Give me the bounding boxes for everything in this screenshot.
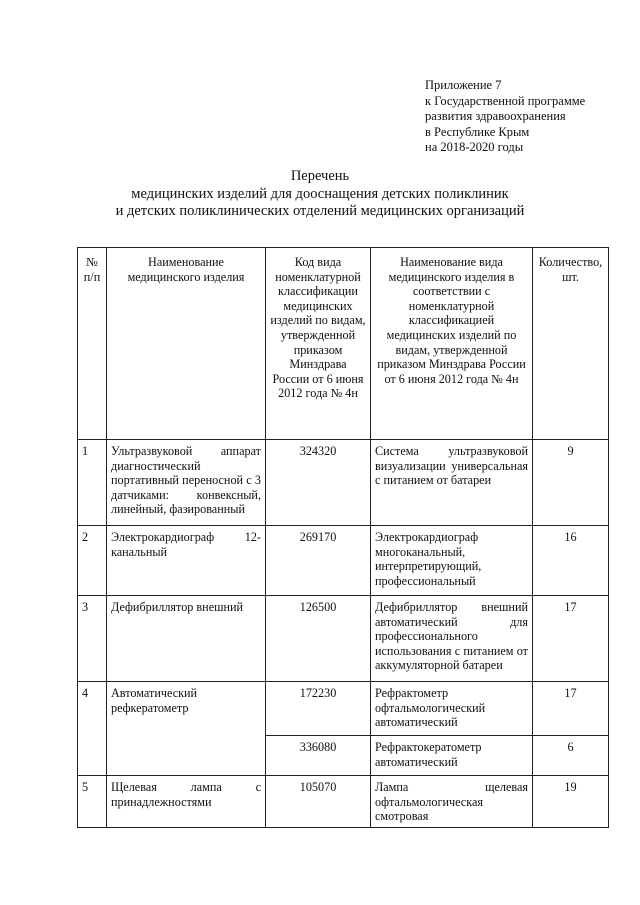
annex-line: к Государственной программе (425, 93, 586, 108)
cell-num: 1 (78, 440, 107, 526)
annex-line: Приложение 7 (425, 78, 502, 92)
cell-name: Электрокардиограф 12-канальный (107, 526, 266, 596)
cell-code: 126500 (266, 596, 371, 682)
cell-qty: 16 (533, 526, 609, 596)
cell-kind: Рефрактокератометр автоматический (371, 736, 533, 776)
title-line: и детских поликлинических отделений медицинских организаций (115, 203, 525, 219)
devices-table (77, 247, 609, 828)
table-row (78, 682, 609, 736)
cell-kind: Дефибриллятор внешний автоматический для профессионального использования с питанием от аккумуляторной батареи (371, 596, 533, 682)
cell-qty: 17 (533, 596, 609, 682)
table-row (78, 596, 609, 682)
header-kind: Наименование вида медицинского изделия в соответствии с номенклатурной классификацией медицинских изделий по видам, утвержденной приказом Минздрава России от 6 июня 2012 года № 4н (371, 248, 533, 440)
cell-name: Автоматический рефкератометр (107, 682, 266, 776)
cell-num: 3 (78, 596, 107, 682)
cell-qty: 19 (533, 776, 609, 828)
cell-num: 2 (78, 526, 107, 596)
header-qty: Количество, шт. (533, 248, 609, 440)
cell-kind: Система ультразвуковой визуализации универсальная с питанием от батареи (371, 440, 533, 526)
annex-line: на 2018-2020 годы (425, 140, 524, 154)
cell-num: 4 (78, 682, 107, 776)
cell-name: Дефибриллятор внешний (107, 596, 266, 682)
cell-code: 105070 (266, 776, 371, 828)
table-row (78, 526, 609, 596)
cell-code: 324320 (266, 440, 371, 526)
title-line: медицинских изделий для дооснащения детских поликлиник (131, 185, 509, 202)
cell-code: 172230 (266, 682, 371, 736)
cell-name: Ультразвуковой аппарат диагностический портативный переносной с 3 датчиками: конвексный, линейный, фазированный (107, 440, 266, 526)
cell-name: Щелевая лампа с принадлежностями (107, 776, 266, 828)
cell-kind: Лампа щелевая офтальмологическая смотровая (371, 776, 533, 828)
annex-line: в Республике Крым (425, 124, 530, 139)
table-header-row (78, 248, 609, 440)
header-name: Наименование медицинского изделия (107, 248, 266, 440)
cell-qty: 17 (533, 682, 609, 736)
table-row (78, 776, 609, 828)
document-title (0, 168, 640, 221)
header-code: Код вида номенклатурной классификации медицинских изделий по видам, утвержденной приказом Минздрава России от 6 июня 2012 года № 4н (266, 248, 371, 440)
cell-qty: 6 (533, 736, 609, 776)
header-num: № п/п (78, 248, 107, 440)
cell-kind: Электрокардиограф многоканальный, интерпретирующий, профессиональный (371, 526, 533, 596)
cell-qty: 9 (533, 440, 609, 526)
table-row (78, 440, 609, 526)
annex-line: развития здравоохранения (425, 109, 566, 123)
annex-block (425, 78, 585, 156)
cell-code: 269170 (266, 526, 371, 596)
cell-kind: Рефрактометр офтальмологический автоматический (371, 682, 533, 736)
cell-num: 5 (78, 776, 107, 828)
cell-code: 336080 (266, 736, 371, 776)
title-line: Перечень (290, 168, 350, 184)
